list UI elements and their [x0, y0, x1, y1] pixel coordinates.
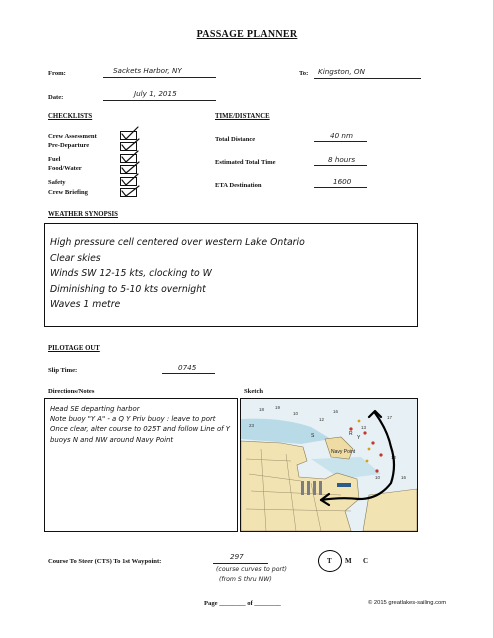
svg-text:17: 17	[387, 415, 393, 420]
svg-text:23: 23	[249, 423, 255, 428]
checklists-heading: CHECKLISTS	[48, 113, 93, 120]
checklist-safety: Safety	[48, 179, 66, 186]
weather-line: High pressure cell centered over western Lake Ontario	[50, 237, 305, 248]
page-label: Page	[204, 600, 218, 607]
option-magnetic[interactable]: M	[345, 557, 352, 565]
checklist-fuel: Fuel	[48, 156, 61, 163]
course-value: 297	[230, 552, 244, 561]
svg-text:Navy Point: Navy Point	[331, 449, 356, 455]
eta-label: ETA Destination	[215, 182, 262, 189]
course-label: Course To Steer (CTS) To 1st Waypoint:	[48, 558, 162, 565]
selected-circle-icon	[318, 550, 342, 572]
svg-text:12: 12	[319, 417, 325, 422]
of-blank: ________	[254, 600, 281, 607]
option-true[interactable]: T	[327, 557, 332, 565]
total-distance-value: 40 nm	[330, 131, 353, 140]
date-label: Date:	[48, 94, 64, 101]
sketch-box	[240, 398, 418, 532]
slip-time-label: Slip Time:	[48, 367, 78, 374]
weather-heading: WEATHER SYNOPSIS	[48, 211, 118, 218]
sketch-label: Sketch	[244, 388, 264, 395]
to-line	[314, 78, 421, 79]
course-line	[213, 563, 268, 564]
date-value: July 1, 2015	[134, 89, 177, 98]
svg-text:16: 16	[333, 409, 339, 414]
checkmarks-icon	[118, 124, 148, 202]
course-note-1: (course curves to port)	[216, 566, 287, 573]
svg-text:10: 10	[375, 475, 381, 480]
nautical-chart-sketch	[241, 399, 417, 531]
note-line: Head SE departing harbor	[50, 405, 140, 413]
pilotage-heading: PILOTAGE OUT	[48, 345, 100, 352]
svg-text:16: 16	[401, 475, 407, 480]
from-label: From:	[48, 70, 66, 77]
weather-line: Waves 1 metre	[50, 299, 121, 310]
svg-text:Y: Y	[357, 435, 361, 441]
from-value: Sackets Harbor, NY	[113, 66, 182, 75]
slip-time-line	[162, 373, 215, 374]
checklist-food-water: Food/Water	[48, 165, 82, 172]
directions-box	[44, 398, 238, 532]
svg-text:R: R	[349, 431, 353, 437]
total-distance-line	[314, 141, 367, 142]
svg-text:13: 13	[361, 425, 367, 430]
date-line	[103, 100, 216, 101]
svg-text:S: S	[311, 433, 315, 439]
slip-time-value: 0745	[178, 363, 197, 372]
from-line	[103, 77, 216, 78]
eta-value: 1600	[333, 177, 352, 186]
of-label: of	[247, 600, 253, 607]
page-title: PASSAGE PLANNER	[196, 29, 298, 40]
note-line: Once clear, alter course to 025T and follow Line of Y buoys N and NW around Navy Point	[50, 425, 230, 444]
page-blank: ________	[219, 600, 246, 607]
checklist-crew-briefing: Crew Briefing	[48, 189, 88, 196]
course-note-2: (from S thru NW)	[219, 576, 272, 583]
weather-line: Winds SW 12-15 kts, clocking to W	[50, 268, 212, 279]
page-number	[204, 600, 281, 607]
directions-label: Directions/Notes	[48, 388, 95, 395]
total-distance-label: Total Distance	[215, 136, 256, 143]
svg-text:12: 12	[391, 455, 397, 460]
note-line: Note buoy "Y A" - a Q Y Priv buoy : leave to port	[50, 415, 216, 424]
to-label: To:	[299, 70, 309, 77]
est-time-line	[314, 165, 367, 166]
time-distance-heading: TIME/DISTANCE	[215, 113, 270, 120]
svg-text:10: 10	[293, 411, 299, 416]
eta-line	[314, 187, 367, 188]
est-time-value: 8 hours	[328, 155, 356, 164]
weather-box	[44, 223, 418, 327]
svg-text:19: 19	[275, 405, 281, 410]
copyright: © 2015 greatlakes-sailing.com	[368, 600, 447, 606]
to-value: Kingston, ON	[318, 67, 365, 76]
weather-line: Clear skies	[50, 252, 101, 264]
est-time-label: Estimated Total Time	[215, 159, 276, 166]
svg-text:18: 18	[259, 407, 265, 412]
weather-line: Diminishing to 5-10 kts overnight	[50, 283, 206, 295]
option-compass[interactable]: C	[363, 557, 369, 565]
checklist-crew-assessment: Crew Assessment	[48, 133, 97, 140]
checklist-pre-departure: Pre-Departure	[48, 142, 90, 149]
